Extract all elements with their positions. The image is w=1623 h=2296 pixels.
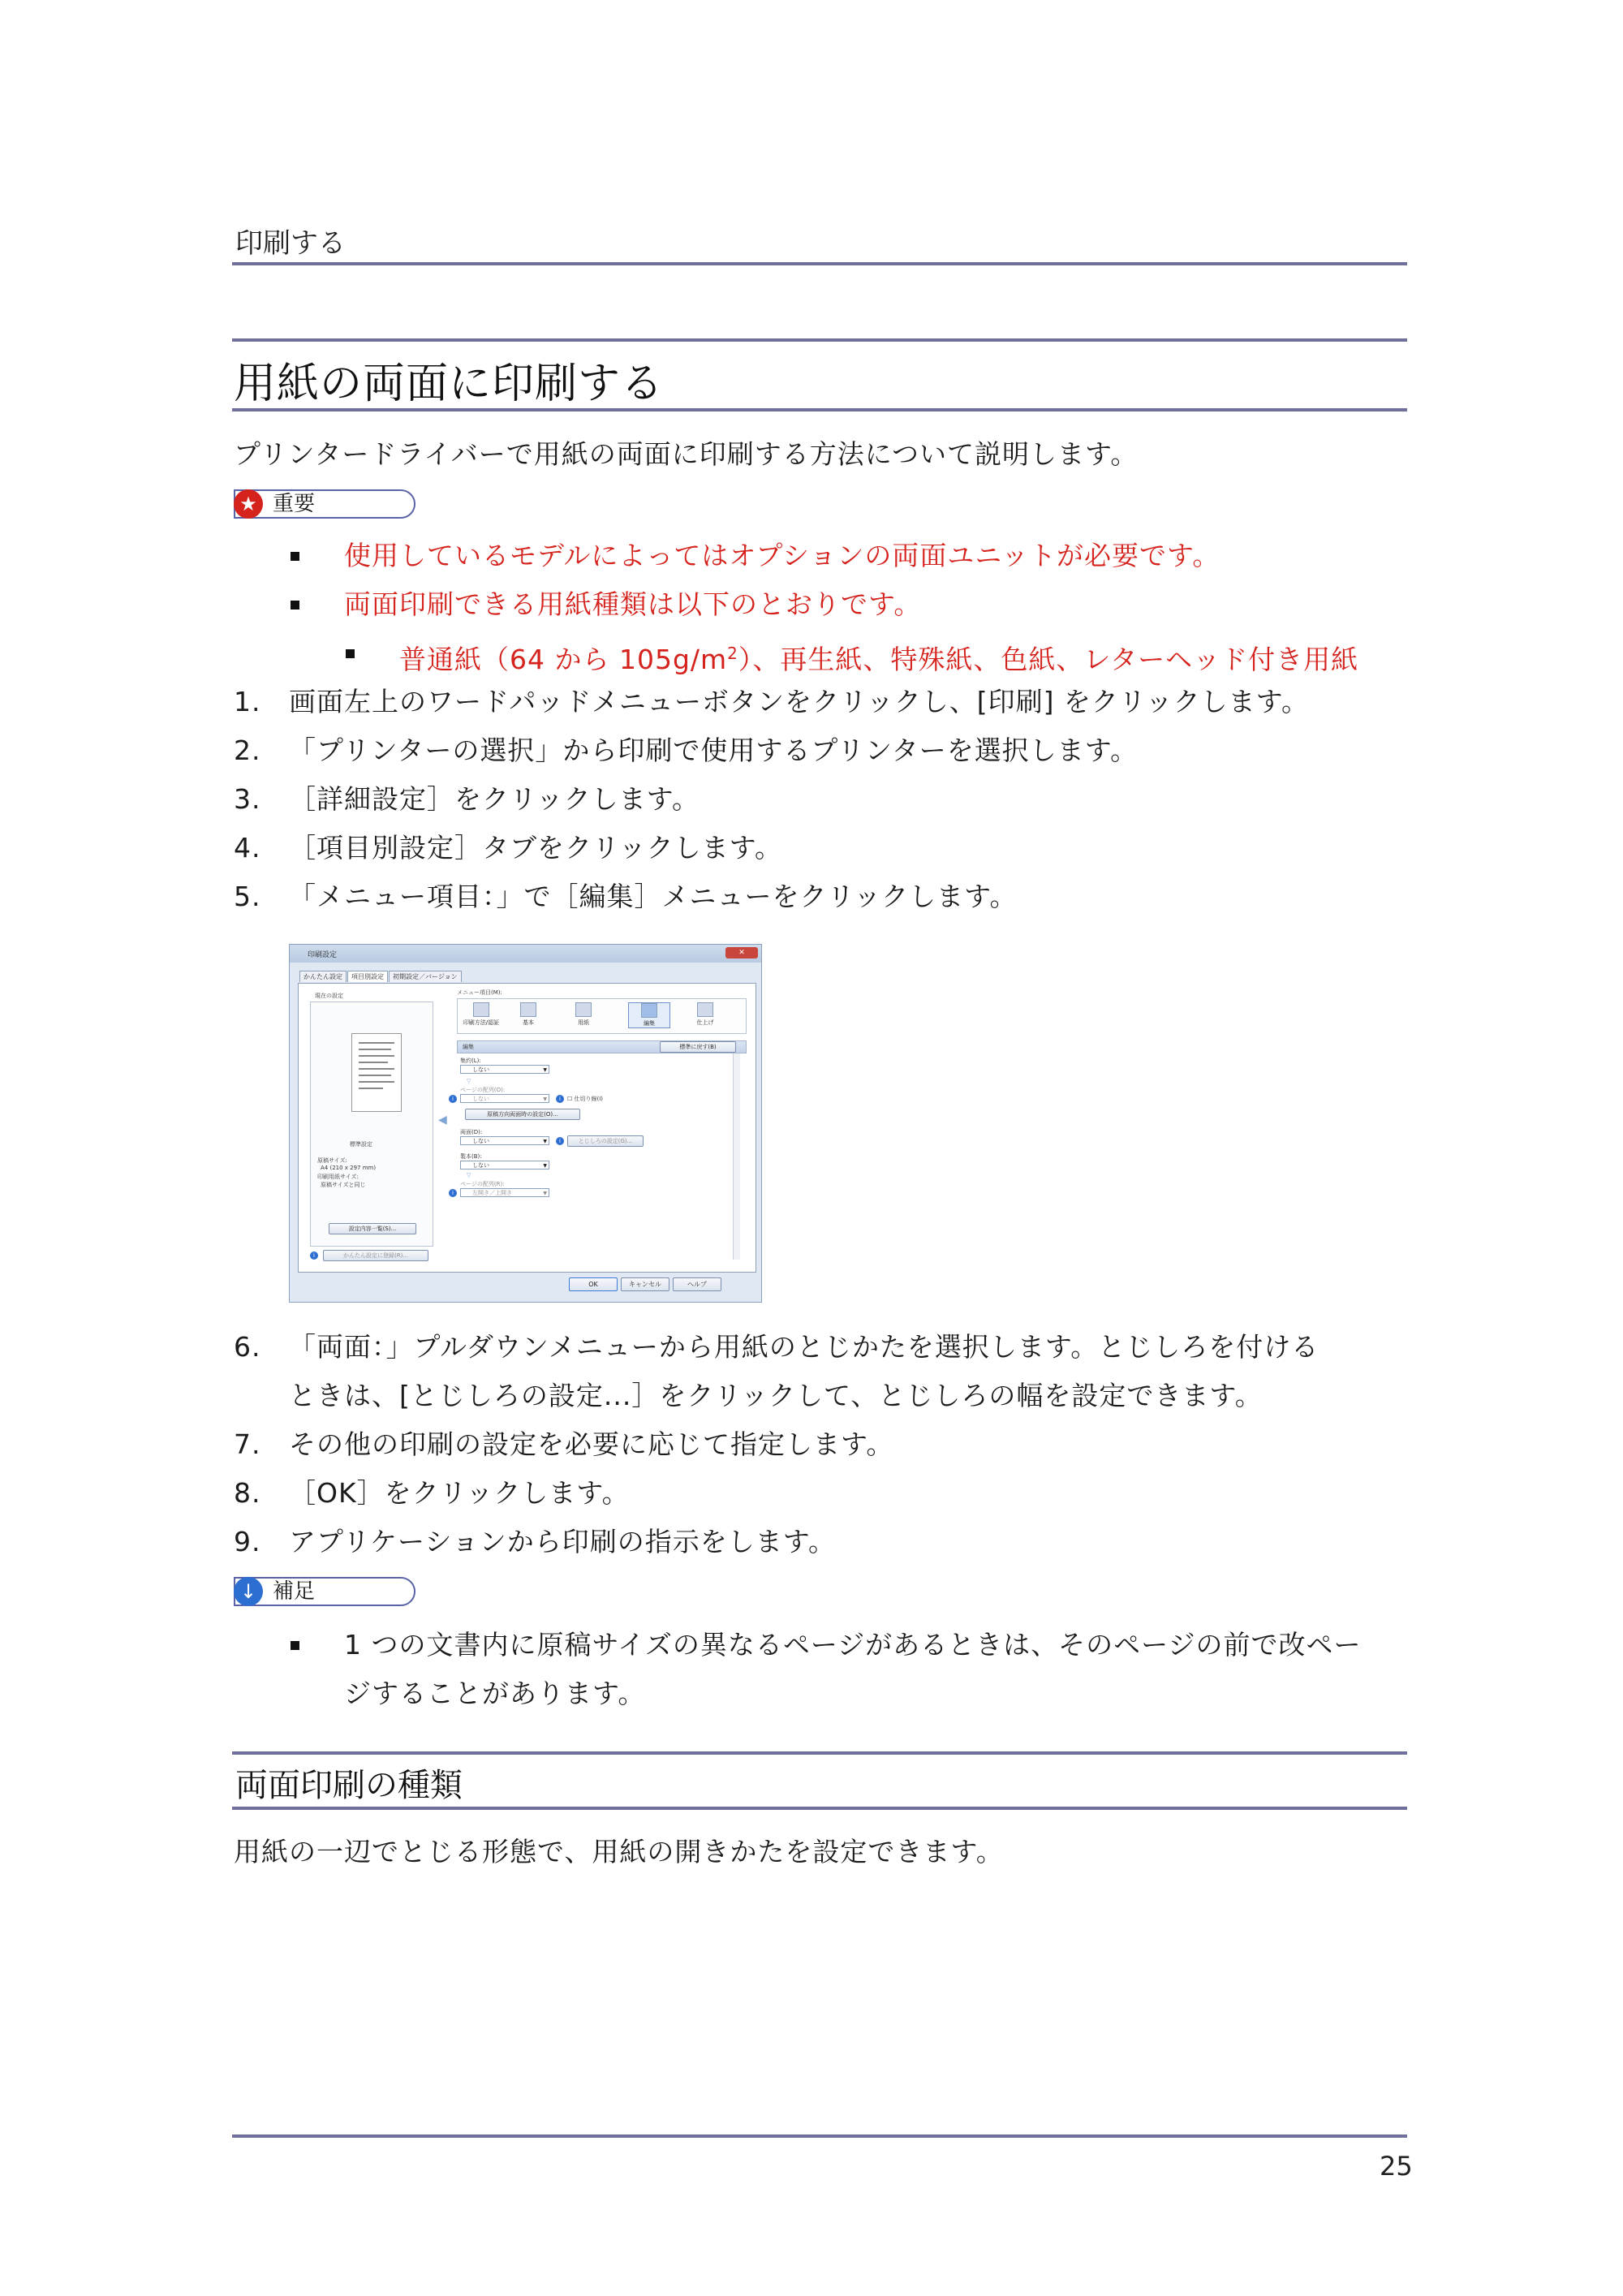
menu-item-strip <box>457 998 747 1034</box>
step-text: 画面左上のワードパッドメニューボタンをクリックし、[印刷] をクリックします。 <box>289 686 1309 717</box>
arrow-down-icon: ↓ <box>234 1577 263 1606</box>
step-text-continued: ときは、[とじしろの設定...］をクリックして、とじしろの幅を設定できます。 <box>289 1380 1263 1411</box>
important-bullet-1: 使用しているモデルによってはオプションの両面ユニットが必要です。 <box>344 540 1220 571</box>
step-number: 8. <box>234 1477 261 1509</box>
menu-item-print-method[interactable]: 印刷方法/認証 <box>461 1002 502 1027</box>
dialog-titlebar <box>290 945 761 963</box>
tab-easy-setup[interactable]: かんたん設定 <box>299 971 347 982</box>
header-rule <box>232 262 1407 265</box>
duplex-select[interactable]: しない ▼ <box>460 1136 549 1145</box>
dialog-panel <box>298 983 756 1273</box>
info-icon: i <box>310 1251 318 1260</box>
step-text: ［詳細設定］をクリックします。 <box>289 783 700 815</box>
combine-select[interactable]: しない ▼ <box>460 1065 549 1074</box>
tab-defaults-version[interactable]: 初期設定／バージョン <box>389 971 462 982</box>
paper-info-2: 印刷用紙サイズ: <box>317 1174 359 1180</box>
title-rule-top <box>232 338 1407 342</box>
info-icon: i <box>556 1137 564 1145</box>
step-number: 7. <box>234 1428 261 1460</box>
dialog-title: 印刷設定 <box>308 951 338 959</box>
step-number: 6. <box>234 1331 261 1363</box>
edit-section-label: 編集 <box>463 1044 474 1050</box>
paper-info-1: A4 (210 x 297 mm) <box>321 1165 377 1171</box>
collapse-arrow-icon[interactable]: ◀ <box>438 1114 447 1126</box>
step-number: 5. <box>234 881 261 912</box>
menu-item-finishing[interactable]: 仕上げ <box>685 1002 725 1027</box>
step-text: ［項目別設定］タブをクリックします。 <box>289 832 783 864</box>
star-icon: ★ <box>234 489 263 519</box>
note-label: 補足 <box>273 1579 316 1604</box>
chevron-down-icon: ▽ <box>467 1172 471 1178</box>
step-number: 4. <box>234 832 261 864</box>
step-text: 「メニュー項目：」で［編集］メニューをクリックします。 <box>289 881 1018 912</box>
running-head: 印刷する <box>235 227 346 260</box>
important-label: 重要 <box>273 492 316 516</box>
binding-margin-button[interactable]: とじしろの設定(G)... <box>567 1135 644 1147</box>
step-text: その他の印刷の設定を必要に応じて指定します。 <box>289 1428 894 1460</box>
preview-box <box>310 1002 433 1247</box>
info-icon: i <box>449 1189 457 1197</box>
print-settings-dialog-screenshot <box>289 944 762 1303</box>
section2-rule-bottom <box>232 1807 1407 1810</box>
important-bullet-2: 両面印刷できる用紙種類は以下のとおりです。 <box>344 588 922 620</box>
close-button[interactable]: ✕ <box>725 947 758 958</box>
tab-detailed-settings[interactable]: 項目別設定 <box>347 971 388 982</box>
note-bullet-line-1: 1 つの文書内に原稿サイズの異なるページがあるときは、そのページの前で改ペー <box>344 1629 1362 1661</box>
menu-item-basic[interactable]: 基本 <box>508 1002 549 1027</box>
step-number: 2. <box>234 734 261 766</box>
paper-info-3: 原稿サイズと同じ <box>321 1182 366 1188</box>
page-title: 用紙の両面に印刷する <box>234 360 665 408</box>
vertical-scrollbar[interactable] <box>733 1053 740 1260</box>
current-settings-pane <box>310 992 432 1260</box>
booklet-order-label: ページの配列(R): <box>460 1181 505 1187</box>
booklet-order-select[interactable]: 左開き／上開き ▼ <box>460 1188 549 1197</box>
bullet-marker <box>291 1641 299 1650</box>
step-text: アプリケーションから印刷の指示をします。 <box>289 1526 837 1557</box>
section2-title: 両面印刷の種類 <box>235 1767 463 1804</box>
duplex-label: 両面(D): <box>460 1129 483 1135</box>
paper-info-0: 原稿サイズ: <box>317 1157 347 1164</box>
orientation-duplex-button[interactable]: 原稿方向両面時の設定(O)... <box>465 1109 580 1120</box>
menu-item-edit[interactable]: 編集 <box>628 1002 670 1028</box>
footer-rule <box>232 2134 1407 2138</box>
section2-text: 用紙の一辺でとじる形態で、用紙の開きかたを設定できます。 <box>234 1836 1004 1867</box>
menu-items-label: メニュー項目(M): <box>457 989 502 996</box>
step-number: 1. <box>234 686 261 717</box>
preset-name: 標準設定 <box>350 1141 372 1148</box>
info-icon: i <box>556 1095 564 1103</box>
paper-preview <box>351 1033 402 1112</box>
combine-label: 集約(L): <box>460 1058 481 1064</box>
help-button[interactable]: ヘルプ <box>673 1277 721 1291</box>
page-order-select[interactable]: しない ▼ <box>460 1094 549 1103</box>
page-number: 25 <box>1380 2151 1413 2182</box>
info-icon: i <box>449 1095 457 1103</box>
page-order-label: ページの配列(O): <box>460 1087 506 1093</box>
step-number: 3. <box>234 783 261 815</box>
current-settings-label: 現在の設定 <box>315 993 343 999</box>
note-bullet-line-2: ジすることがあります。 <box>344 1678 646 1709</box>
title-rule-bottom <box>232 408 1407 411</box>
settings-list-button[interactable]: 設定内容一覧(S)... <box>329 1223 416 1234</box>
step-text: 「プリンターの選択」から印刷で使用するプリンターを選択します。 <box>289 734 1139 766</box>
dialog-tabs <box>299 971 463 982</box>
border-checkbox[interactable]: ☐ 仕切り線(I) <box>567 1096 604 1102</box>
intro-text: プリンタードライバーで用紙の両面に印刷する方法について説明します。 <box>234 438 1139 470</box>
cancel-button[interactable]: キャンセル <box>621 1277 669 1291</box>
ok-button[interactable]: OK <box>569 1277 618 1291</box>
booklet-select[interactable]: しない ▼ <box>460 1161 549 1170</box>
note-badge <box>234 1577 415 1606</box>
important-badge <box>234 489 415 519</box>
step-number: 9. <box>234 1526 261 1557</box>
bullet-marker <box>291 552 299 561</box>
chevron-down-icon: ▽ <box>467 1078 471 1084</box>
register-easy-button[interactable]: かんたん設定に登録(R)... <box>323 1250 428 1261</box>
step-text: ［OK］をクリックします。 <box>289 1477 630 1509</box>
section2-rule-top <box>232 1751 1407 1755</box>
important-sub-bullet: 普通紙（64 から $105g/m^2$）、再生紙、特殊紙、色紙、レターヘッド付き用紙 <box>399 644 1359 675</box>
step-text: 「両面：」プルダウンメニューから用紙のとじかたを選択します。とじしろを付ける <box>289 1331 1319 1363</box>
sub-bullet-marker <box>346 649 355 658</box>
bullet-marker <box>291 601 299 610</box>
booklet-label: 製本(B): <box>460 1153 482 1160</box>
menu-item-paper[interactable]: 用紙 <box>563 1002 604 1027</box>
reset-defaults-button[interactable]: 標準に戻す(B) <box>660 1041 736 1053</box>
item-settings-pane <box>452 989 749 1264</box>
